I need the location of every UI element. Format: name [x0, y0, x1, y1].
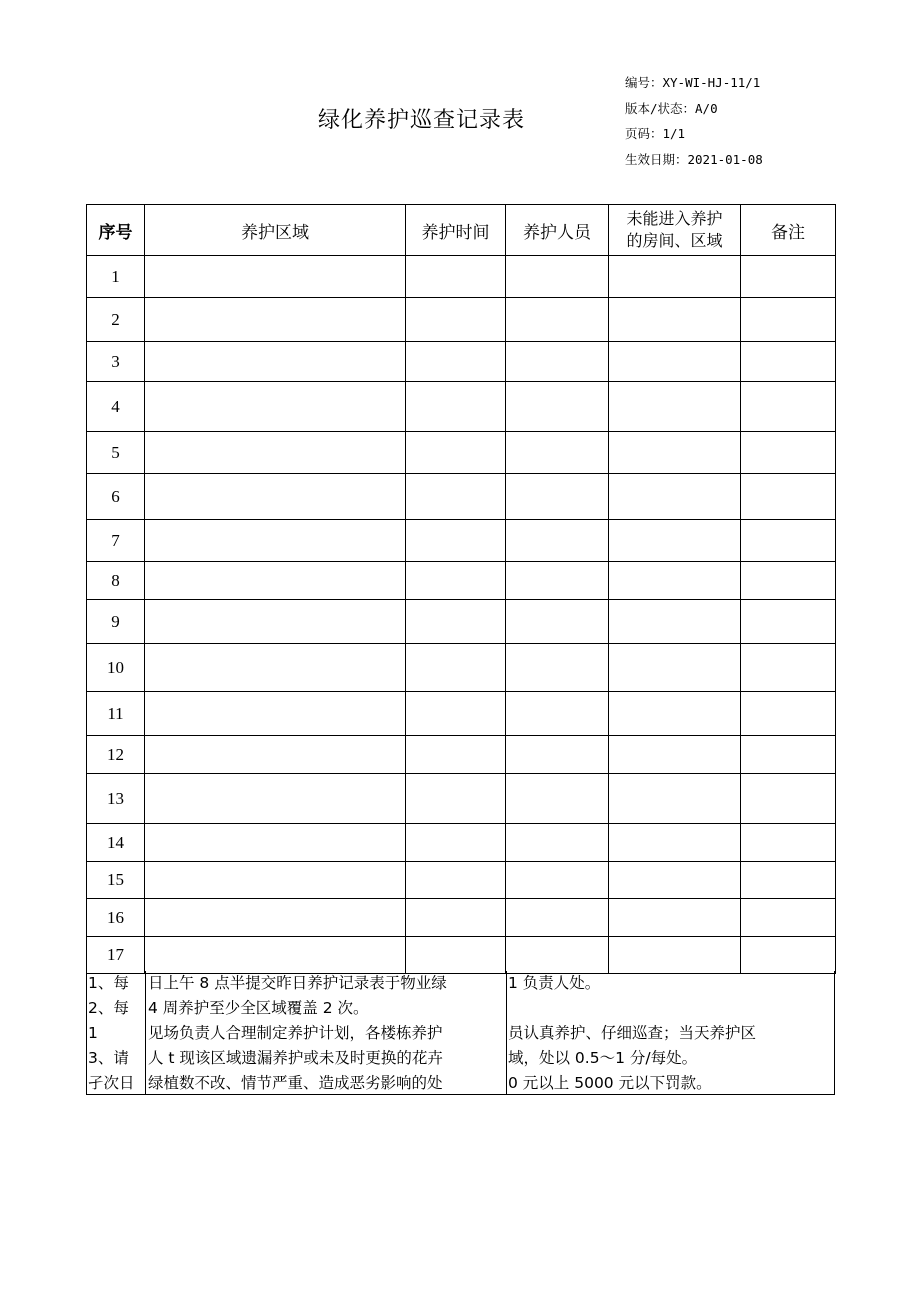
cell-remark[interactable] [741, 382, 836, 432]
notes-line: 1、每 [88, 974, 129, 992]
header-not-entered-line2: 的房间、区域 [626, 231, 723, 250]
cell-remark[interactable] [741, 937, 836, 974]
notes-line: 1 [88, 1024, 98, 1042]
row-seq: 2 [87, 298, 145, 342]
notes-col3 [506, 971, 835, 1094]
notes-col1 [87, 971, 146, 1094]
cell-remark[interactable] [741, 342, 836, 382]
doc-code: 编号：XY-WI-HJ-11/1 [625, 75, 761, 90]
cell-remark[interactable] [741, 736, 836, 774]
cell-not-entered[interactable] [609, 824, 741, 862]
cell-area[interactable] [145, 298, 406, 342]
cell-time[interactable] [406, 600, 506, 644]
table-row [87, 520, 836, 562]
cell-staff[interactable] [506, 824, 609, 862]
cell-staff[interactable] [506, 562, 609, 600]
cell-area[interactable] [145, 562, 406, 600]
cell-staff[interactable] [506, 736, 609, 774]
cell-staff[interactable] [506, 382, 609, 432]
doc-effective-date: 生效日期：2021-01-08 [625, 151, 763, 167]
row-seq: 9 [87, 600, 145, 644]
cell-not-entered[interactable] [609, 520, 741, 562]
cell-time[interactable] [406, 520, 506, 562]
cell-area[interactable] [145, 899, 406, 937]
row-seq: 4 [87, 382, 145, 432]
header-not-entered [609, 205, 741, 256]
row-seq: 11 [87, 692, 145, 736]
cell-staff[interactable] [506, 644, 609, 692]
cell-area[interactable] [145, 644, 406, 692]
cell-not-entered[interactable] [609, 298, 741, 342]
document-title: 绿化养护巡查记录表 [318, 108, 526, 133]
table-row [87, 298, 836, 342]
cell-time[interactable] [406, 382, 506, 432]
cell-time[interactable] [406, 432, 506, 474]
cell-not-entered[interactable] [609, 432, 741, 474]
cell-not-entered[interactable] [609, 692, 741, 736]
doc-page: 页码：1/1 [625, 126, 686, 141]
notes-line: 日上午 8 点半提交昨日养护记录表于物业绿 [148, 974, 447, 992]
cell-area[interactable] [145, 474, 406, 520]
cell-time[interactable] [406, 256, 506, 298]
table-row [87, 600, 836, 644]
row-seq: 14 [87, 824, 145, 862]
cell-staff[interactable] [506, 600, 609, 644]
table-row [87, 256, 836, 298]
cell-not-entered[interactable] [609, 382, 741, 432]
row-seq: 6 [87, 474, 145, 520]
cell-area[interactable] [145, 736, 406, 774]
notes-line: 见场负责人合理制定养护计划，各楼栋养护 [148, 1024, 443, 1042]
table-row [87, 432, 836, 474]
cell-area[interactable] [145, 256, 406, 298]
cell-area[interactable] [145, 520, 406, 562]
cell-remark[interactable] [741, 774, 836, 824]
cell-area[interactable] [145, 862, 406, 899]
row-seq: 5 [87, 432, 145, 474]
row-seq: 7 [87, 520, 145, 562]
row-seq: 17 [87, 937, 145, 974]
table-row [87, 562, 836, 600]
cell-not-entered[interactable] [609, 736, 741, 774]
notes-line: 孑次日 [88, 1074, 135, 1092]
cell-time[interactable] [406, 562, 506, 600]
patrol-record-table [86, 204, 836, 974]
notes-section [86, 971, 835, 1095]
table-row [87, 862, 836, 899]
notes-line: 员认真养护、仔细巡查；当天养护区 [508, 1024, 757, 1042]
notes-line [508, 996, 835, 1021]
row-seq: 8 [87, 562, 145, 600]
cell-remark[interactable] [741, 474, 836, 520]
table-row [87, 644, 836, 692]
cell-time[interactable] [406, 298, 506, 342]
cell-not-entered[interactable] [609, 256, 741, 298]
table-row [87, 342, 836, 382]
cell-not-entered[interactable] [609, 774, 741, 824]
cell-area[interactable] [145, 824, 406, 862]
cell-not-entered[interactable] [609, 899, 741, 937]
notes-line: 绿植数不改、情节严重、造成恶劣影响的处 [148, 1074, 443, 1092]
table-row [87, 692, 836, 736]
notes-line: 人 t 现该区域遗漏养护或未及时更换的花卉 [148, 1049, 443, 1067]
cell-not-entered[interactable] [609, 562, 741, 600]
cell-not-entered[interactable] [609, 600, 741, 644]
header-row [87, 205, 836, 256]
cell-remark[interactable] [741, 562, 836, 600]
cell-remark[interactable] [741, 899, 836, 937]
row-seq: 15 [87, 862, 145, 899]
cell-remark[interactable] [741, 520, 836, 562]
cell-staff[interactable] [506, 520, 609, 562]
header-area: 养护区域 [145, 205, 406, 256]
table-row [87, 824, 836, 862]
cell-staff[interactable] [506, 298, 609, 342]
table-row [87, 899, 836, 937]
cell-area[interactable] [145, 432, 406, 474]
notes-line: 0 元以上 5000 元以下罚款。 [508, 1074, 712, 1092]
cell-staff[interactable] [506, 774, 609, 824]
cell-not-entered[interactable] [609, 342, 741, 382]
table-row [87, 474, 836, 520]
notes-line: 2、每 [88, 999, 129, 1017]
cell-remark[interactable] [741, 298, 836, 342]
cell-time[interactable] [406, 644, 506, 692]
document-meta [625, 70, 763, 172]
cell-staff[interactable] [506, 692, 609, 736]
cell-remark[interactable] [741, 692, 836, 736]
header-not-entered-line1: 未能进入养护 [626, 209, 723, 228]
header-time: 养护时间 [406, 205, 506, 256]
notes-col2 [145, 971, 506, 1094]
cell-time[interactable] [406, 899, 506, 937]
table-row [87, 774, 836, 824]
cell-remark[interactable] [741, 862, 836, 899]
cell-staff[interactable] [506, 937, 609, 974]
cell-remark[interactable] [741, 600, 836, 644]
table-row [87, 937, 836, 974]
cell-time[interactable] [406, 937, 506, 974]
header-seq: 序号 [87, 205, 145, 256]
cell-time[interactable] [406, 342, 506, 382]
cell-remark[interactable] [741, 256, 836, 298]
cell-area[interactable] [145, 600, 406, 644]
row-seq: 13 [87, 774, 145, 824]
cell-staff[interactable] [506, 432, 609, 474]
cell-not-entered[interactable] [609, 474, 741, 520]
cell-time[interactable] [406, 736, 506, 774]
cell-not-entered[interactable] [609, 937, 741, 974]
cell-time[interactable] [406, 774, 506, 824]
cell-time[interactable] [406, 474, 506, 520]
cell-area[interactable] [145, 382, 406, 432]
cell-not-entered[interactable] [609, 644, 741, 692]
doc-version: 版本/状态：A/0 [625, 100, 718, 116]
cell-remark[interactable] [741, 432, 836, 474]
row-seq: 3 [87, 342, 145, 382]
cell-remark[interactable] [741, 824, 836, 862]
cell-not-entered[interactable] [609, 862, 741, 899]
cell-time[interactable] [406, 824, 506, 862]
notes-line: 4 周养护至少全区域覆盖 2 次。 [148, 999, 369, 1017]
table-row [87, 736, 836, 774]
cell-time[interactable] [406, 692, 506, 736]
cell-time[interactable] [406, 862, 506, 899]
cell-staff[interactable] [506, 342, 609, 382]
cell-staff[interactable] [506, 862, 609, 899]
cell-staff[interactable] [506, 899, 609, 937]
table-row [87, 382, 836, 432]
cell-area[interactable] [145, 937, 406, 974]
cell-area[interactable] [145, 774, 406, 824]
header-remark: 备注 [741, 205, 836, 256]
row-seq: 1 [87, 256, 145, 298]
row-seq: 10 [87, 644, 145, 692]
cell-staff[interactable] [506, 474, 609, 520]
notes-line: 1 负责人处。 [508, 974, 601, 992]
notes-line: 域，处以 0.5～1 分/每处。 [508, 1049, 698, 1067]
row-seq: 16 [87, 899, 145, 937]
row-seq: 12 [87, 736, 145, 774]
header-staff: 养护人员 [506, 205, 609, 256]
cell-staff[interactable] [506, 256, 609, 298]
cell-area[interactable] [145, 342, 406, 382]
cell-remark[interactable] [741, 644, 836, 692]
notes-line: 3、请 [88, 1049, 129, 1067]
cell-area[interactable] [145, 692, 406, 736]
